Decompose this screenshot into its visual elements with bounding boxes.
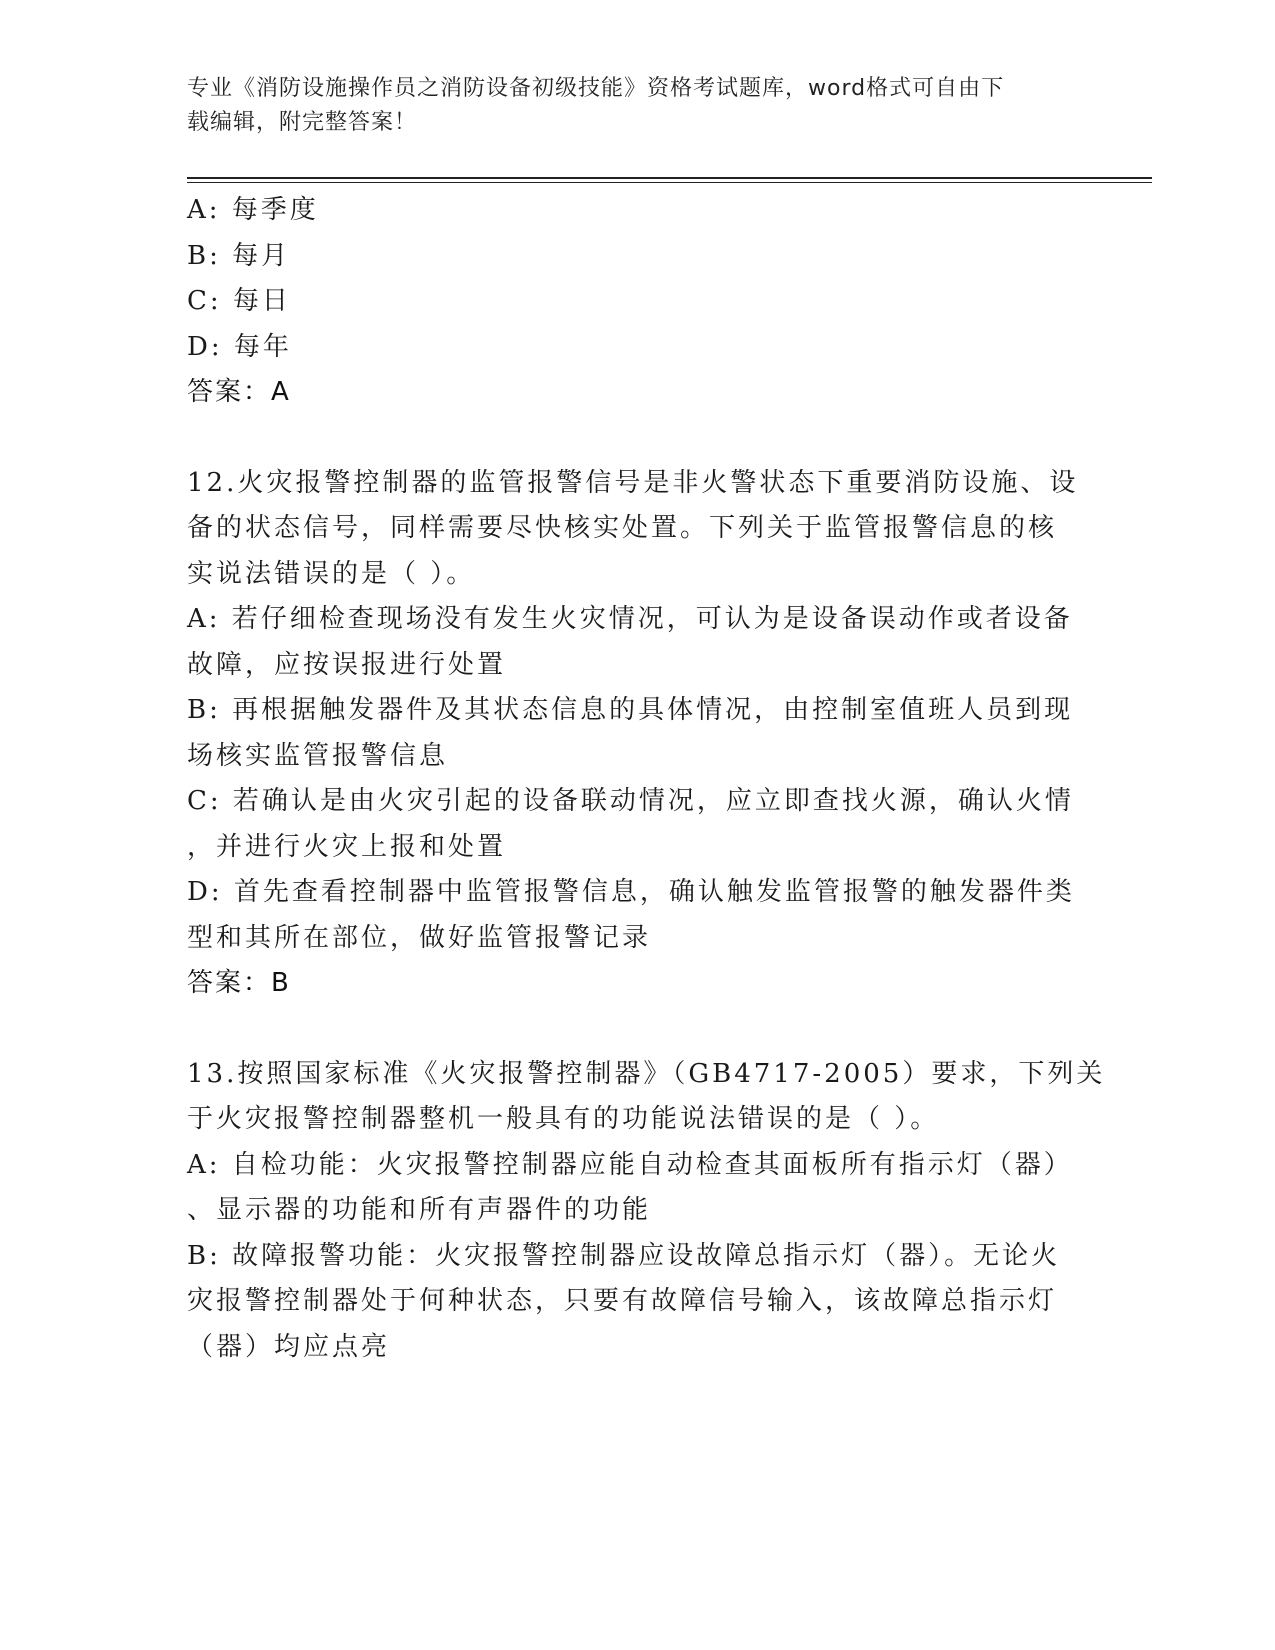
document-body <box>187 188 1106 1370</box>
question-spacer <box>187 416 1087 461</box>
header-divider-thin <box>187 182 1152 183</box>
question-13 <box>187 1052 1106 1371</box>
q11-option-a: A: 每季度 <box>187 195 319 225</box>
q13-option-b-line-3: （器）均应点亮 <box>187 1331 391 1362</box>
header-line-1: 专业《消防设施操作员之消防设备初级技能》资格考试题库，word格式可自由下 <box>187 76 1005 101</box>
document-header <box>187 72 1067 140</box>
q12-answer: 答案：B <box>187 968 291 998</box>
q12-option-c-line-2: ，并进行火灾上报和处置 <box>187 831 507 862</box>
q13-option-a-line-2: 、显示器的功能和所有声器件的功能 <box>187 1195 652 1225</box>
q12-stem-line-1: 12.火灾报警控制器的监管报警信号是非火警状态下重要消防设施、设 <box>187 467 1079 498</box>
q13-option-a-line-1: A: 自检功能：火灾报警控制器应能自动检查其面板所有指示灯（器） <box>187 1149 1073 1180</box>
q12-option-a-line-1: A: 若仔细检查现场没有发生火灾情况，可认为是设备误动作或者设备 <box>187 604 1073 634</box>
question-12 <box>187 461 1087 1007</box>
q13-option-b-line-2: 灾报警控制器处于何种状态，只要有故障信号输入，该故障总指示灯 <box>187 1286 1058 1316</box>
header-line-2: 载编辑，附完整答案！ <box>187 110 418 135</box>
q12-option-b-line-2: 场核实监管报警信息 <box>187 740 449 771</box>
q13-stem-line-1: 13.按照国家标准《火灾报警控制器》（GB4717-2005）要求，下列关 <box>187 1058 1106 1089</box>
q13-option-b-line-1: B: 故障报警功能：火灾报警控制器应设故障总指示灯（器）。无论火 <box>187 1240 1061 1271</box>
q12-option-d-line-1: D: 首先查看控制器中监管报警信息，确认触发监管报警的触发器件类 <box>187 877 1075 907</box>
q11-answer: 答案：A <box>187 377 291 407</box>
q12-stem-line-3: 实说法错误的是（ ）。 <box>187 558 476 589</box>
q11-option-c: C: 每日 <box>187 286 291 316</box>
q12-option-b-line-1: B: 再根据触发器件及其状态信息的具体情况，由控制室值班人员到现 <box>187 695 1074 725</box>
q13-stem-line-2: 于火灾报警控制器整机一般具有的功能说法错误的是（ ）。 <box>187 1104 940 1134</box>
question-spacer <box>187 1007 1087 1052</box>
question-11-options <box>187 188 1087 370</box>
q12-option-a-line-2: 故障，应按误报进行处置 <box>187 649 507 680</box>
q12-option-c-line-1: C: 若确认是由火灾引起的设备联动情况，应立即查找火源，确认火情 <box>187 786 1074 816</box>
header-divider-thick <box>187 177 1152 179</box>
q11-option-d: D: 每年 <box>187 331 292 362</box>
q12-stem-line-2: 备的状态信号，同样需要尽快核实处置。下列关于监管报警信息的核 <box>187 513 1058 543</box>
q11-option-b: B: 每月 <box>187 240 291 271</box>
q12-option-d-line-2: 型和其所在部位，做好监管报警记录 <box>187 922 652 953</box>
